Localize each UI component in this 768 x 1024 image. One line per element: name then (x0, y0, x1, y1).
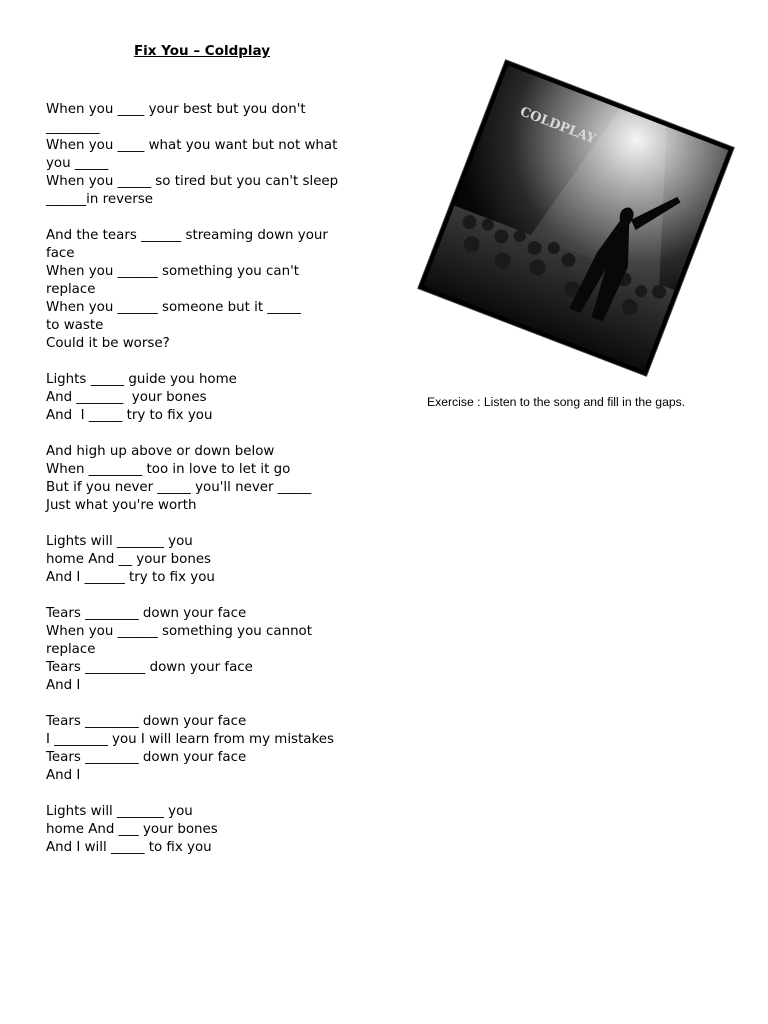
lyric-line: And I (46, 768, 81, 783)
lyric-line: Tears ________ down your face (46, 606, 247, 621)
lyric-line: When ________ too in love to let it go (46, 462, 291, 477)
lyric-line: I ________ you I will learn from my mistakes (46, 732, 334, 747)
exercise-instructions: Exercise : Listen to the song and fill in the gaps. (427, 395, 686, 409)
lyric-line: And high up above or down below (46, 444, 275, 459)
lyric-line: Lights _____ guide you home (46, 372, 237, 387)
album-cover (418, 60, 733, 375)
lyric-line: And I ______ try to fix you (46, 570, 215, 585)
lyric-line: Lights will _______ you (46, 534, 193, 549)
lyric-line: When you ______ something you can't (46, 264, 299, 279)
lyric-line: When you _____ so tired but you can't sleep (46, 174, 339, 189)
lyric-line: But if you never _____ you'll never _____ (46, 480, 312, 495)
stanza-5 (46, 533, 376, 587)
lyric-line: When you ____ what you want but not what (46, 138, 338, 153)
stanza-1 (46, 101, 376, 209)
lyric-line: Tears ________ down your face (46, 714, 247, 729)
lyric-line: ______in reverse (46, 192, 153, 207)
lyric-line: And the tears ______ streaming down your (46, 228, 328, 243)
lyric-line: Just what you're worth (46, 498, 197, 513)
lyric-line: to waste (46, 318, 104, 333)
lyric-line: Could it be worse? (46, 336, 170, 351)
lyric-line: When you ______ something you cannot (46, 624, 312, 639)
lyrics-body (46, 101, 376, 875)
stanza-3 (46, 371, 376, 425)
stanza-7 (46, 713, 376, 785)
lyric-line: And I (46, 678, 81, 693)
lyric-line: home And ___ your bones (46, 822, 218, 837)
lyric-line: When you ______ someone but it _____ (46, 300, 301, 315)
lyric-line: And I _____ try to fix you (46, 408, 213, 423)
concert-photo-image (424, 66, 729, 371)
lyric-line: And _______ your bones (46, 390, 207, 405)
stanza-8 (46, 803, 376, 857)
song-title: Fix You – Coldplay (133, 43, 271, 59)
stanza-4 (46, 443, 376, 515)
lyric-line: Tears ________ down your face (46, 750, 247, 765)
lyric-line: When you ____ your best but you don't (46, 102, 306, 117)
lyric-line: home And __ your bones (46, 552, 212, 567)
lyric-line: you _____ (46, 156, 109, 171)
band-logo: COLDPLAY (517, 104, 598, 148)
lyric-line: face (46, 246, 75, 261)
stanza-2 (46, 227, 376, 353)
album-cover-image (418, 72, 728, 362)
lyric-line: Lights will _______ you (46, 804, 193, 819)
stanza-6 (46, 605, 376, 695)
lyric-line: replace (46, 282, 96, 297)
lyric-line: Tears _________ down your face (46, 660, 253, 675)
lyric-line: ________ (46, 120, 100, 135)
lyric-line: And I will _____ to fix you (46, 840, 212, 855)
lyric-line: replace (46, 642, 96, 657)
